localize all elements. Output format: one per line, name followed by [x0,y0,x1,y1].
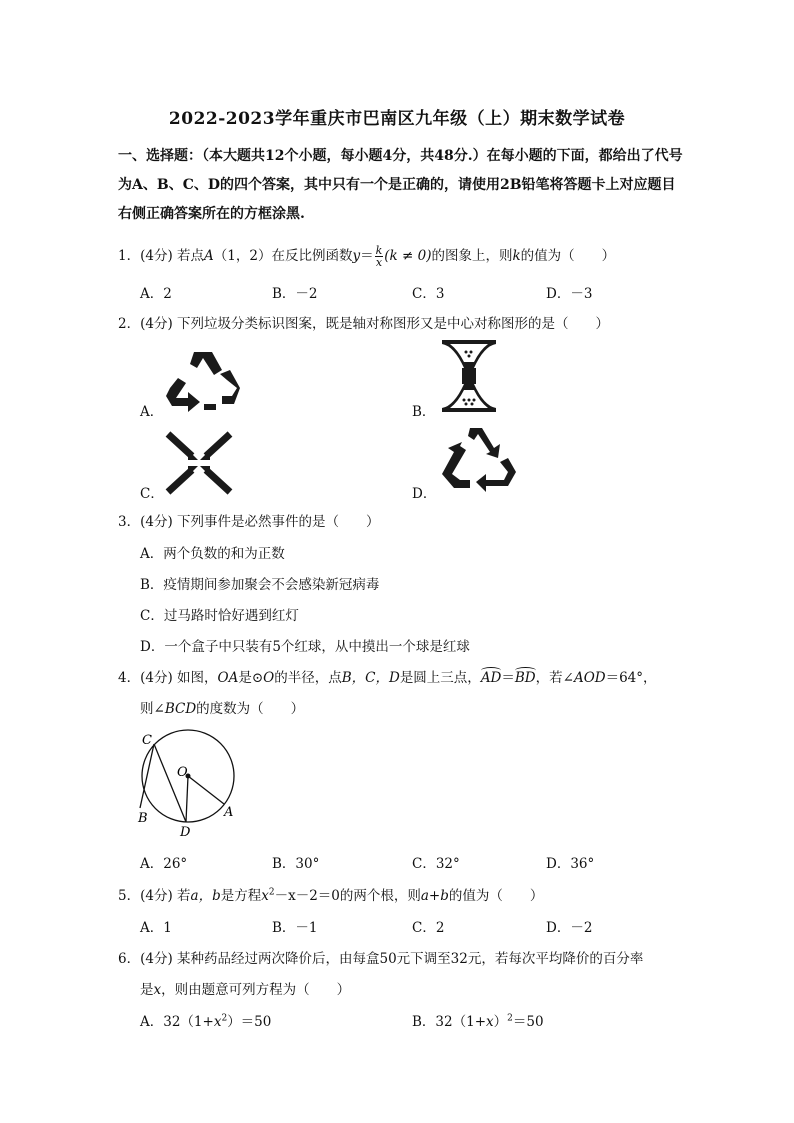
question-4-line2: 则∠BCD的度数为（ ） [140,701,305,717]
recycle-triangle-icon [164,348,242,414]
question-6-line2: 是x，则由题意可列方程为（ ） [140,982,351,998]
q4-option-b: B．30° [272,856,320,872]
q6-option-b: B．$32(1+x)^2=50$ [412,1013,544,1030]
q4-option-c: C．32° [412,856,460,872]
question-2: 2．(4分) 下列垃圾分类标识图案，既是轴对称图形又是中心对称图形的是（ ） [118,316,610,332]
q1-option-a: A．2 [140,286,172,302]
q2-option-c: C． [140,486,164,502]
label-b: B [138,811,148,826]
arc-ad: AD [480,670,502,686]
arc-bd: BD [514,670,536,686]
hourglass-icon [440,338,498,414]
label-o: O [177,765,188,780]
page-title: 2022-2023学年重庆市巴南区九年级（上）期末数学试卷 [168,109,626,129]
q1-option-c: C．3 [412,286,445,302]
q3-option-a: A．两个负数的和为正数 [140,546,285,562]
label-c: C [142,733,152,748]
q5-option-d: D．－2 [546,920,593,936]
question-3: 3．(4分) 下列事件是必然事件的是（ ） [118,514,380,530]
q4-option-a: A．26° [140,856,188,872]
q4-option-d: D．36° [546,856,595,872]
q1-option-d: D．－3 [546,286,593,302]
question-1: 1．(4分) 若点A（1，2）在反比例函数y＝ $\frac{k}{x}$ (k ≠ 0)的图象上，则k的值为（ ） [118,244,616,269]
q5-option-c: C．2 [412,920,445,936]
q3-option-d: D．一个盒子中只装有5个红球，从中摸出一个球是红球 [140,639,470,655]
question-5: 5．(4分) 若a，b是方程$x^2-x-2=0$的两个根，则a+b的值为（ ） [118,887,544,904]
segment-od [186,776,188,822]
question-4: 4．(4分) 如图，OA是⊙O的半径，点B，C，D是圆上三点，AD＝BD，若∠AOD＝64°， [118,670,657,686]
q2-option-d: D． [412,486,437,502]
question-6: 6．(4分) 某种药品经过两次降价后，由每盒50元下调至32元，若每次平均降价的百分率 [118,951,644,967]
recycle-arrows-icon [440,424,516,494]
section-heading: 一、选择题：（本大题共12个小题，每小题4分，共48分.）在每小题的下面，都给出了代号为A、B、C、D的四个答案，其中只有一个是正确的，请使用2B铅笔将答题卡上对应题目右侧正确答案所在的方框涂黑. [118,148,683,222]
q2-option-b: B． [412,404,436,420]
q6-option-a: A．$32(1+x^2)=50$ [140,1013,272,1030]
circle-geometry-figure [130,728,250,840]
q3-option-c: C．过马路时恰好遇到红灯 [140,608,299,624]
label-a: A [224,805,234,820]
q2-option-a: A． [140,404,164,420]
q1-option-b: B．－2 [272,286,318,302]
segment-oa [188,776,224,804]
label-d: D [180,825,191,840]
four-arrows-icon [164,430,234,496]
segment-cd [154,744,186,822]
q3-option-b: B．疫情期间参加聚会不会感染新冠病毒 [140,577,380,593]
q5-option-a: A．1 [140,920,172,936]
q5-option-b: B．－1 [272,920,318,936]
fraction-k-over-x: $\frac{k}{x}$ [375,244,383,269]
